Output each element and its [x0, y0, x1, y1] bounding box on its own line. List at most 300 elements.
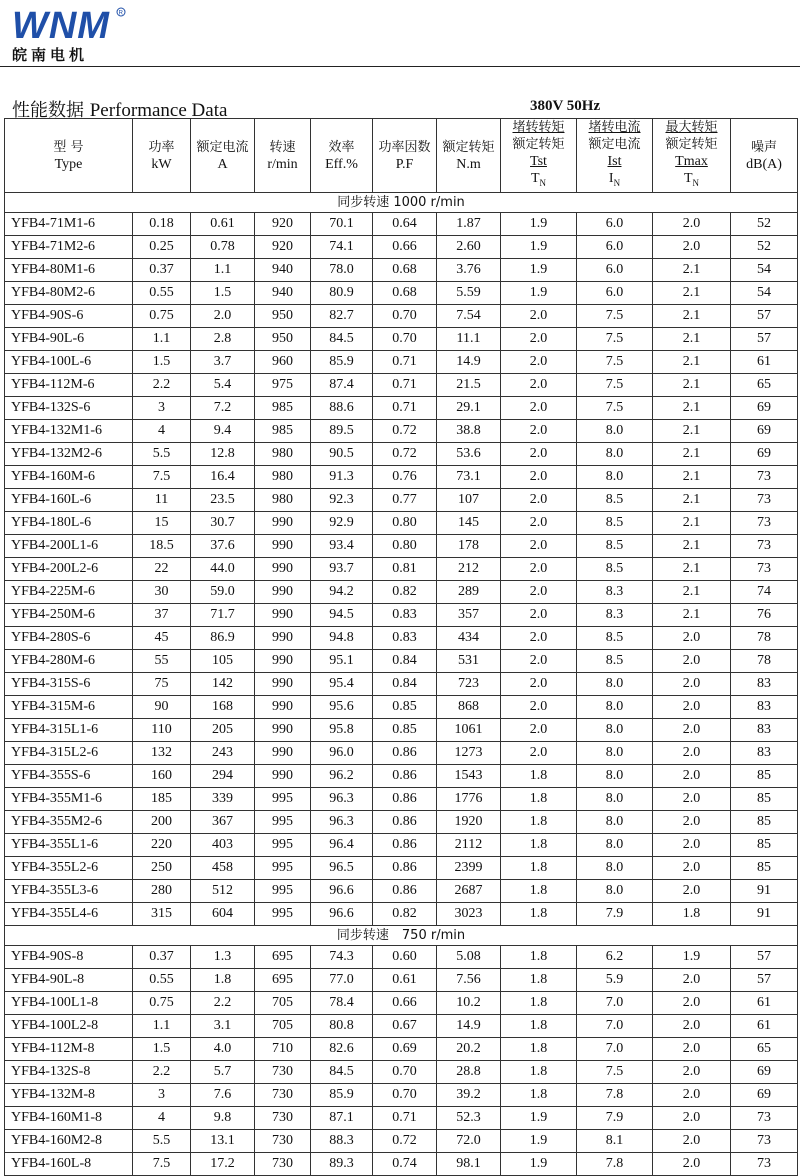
table-cell: 2.0 — [653, 1015, 731, 1038]
table-cell: 2.2 — [133, 1061, 191, 1084]
table-cell: 2.0 — [653, 696, 731, 719]
table-cell: 0.64 — [373, 213, 437, 236]
table-cell: 2.1 — [653, 397, 731, 420]
model-cell: YFB4-355S-6 — [5, 765, 133, 788]
model-cell: YFB4-160M1-8 — [5, 1107, 133, 1130]
table-cell: 61 — [731, 351, 798, 374]
table-cell: 1776 — [437, 788, 501, 811]
table-cell: 74 — [731, 581, 798, 604]
section-label: 同步转速 750 r/min — [5, 926, 798, 946]
table-cell: 980 — [255, 489, 311, 512]
table-cell: 710 — [255, 1038, 311, 1061]
table-cell: 8.0 — [577, 719, 653, 742]
table-cell: 5.5 — [133, 1130, 191, 1153]
table-cell: 2.1 — [653, 535, 731, 558]
table-cell: 77.0 — [311, 969, 373, 992]
table-cell: 512 — [191, 880, 255, 903]
table-cell: 1.1 — [133, 1015, 191, 1038]
table-cell: 15 — [133, 512, 191, 535]
table-cell: 990 — [255, 696, 311, 719]
table-cell: 985 — [255, 397, 311, 420]
table-cell: 14.9 — [437, 1015, 501, 1038]
table-row — [5, 420, 798, 443]
table-cell: 6.2 — [577, 946, 653, 969]
table-cell: 7.5 — [577, 1061, 653, 1084]
table-row — [5, 765, 798, 788]
table-cell: 1.1 — [133, 328, 191, 351]
table-cell: 88.6 — [311, 397, 373, 420]
table-cell: 0.70 — [373, 1084, 437, 1107]
table-cell: 2.1 — [653, 282, 731, 305]
table-cell: 6.0 — [577, 259, 653, 282]
table-cell: 0.66 — [373, 236, 437, 259]
table-row — [5, 259, 798, 282]
model-cell: YFB4-112M-6 — [5, 374, 133, 397]
table-cell: 5.59 — [437, 282, 501, 305]
table-cell: 85 — [731, 857, 798, 880]
table-cell: 2.0 — [191, 305, 255, 328]
table-cell: 2.0 — [653, 1084, 731, 1107]
table-cell: 2.0 — [653, 719, 731, 742]
table-cell: 94.8 — [311, 627, 373, 650]
table-cell: 7.5 — [577, 374, 653, 397]
table-cell: 52.3 — [437, 1107, 501, 1130]
table-cell: 1.9 — [501, 1107, 577, 1130]
header-type: 型 号 Type — [5, 119, 133, 193]
table-cell: 604 — [191, 903, 255, 926]
table-cell: 2.2 — [191, 992, 255, 1015]
table-cell: 2.0 — [653, 1107, 731, 1130]
table-cell: 73 — [731, 512, 798, 535]
table-cell: 0.76 — [373, 466, 437, 489]
table-cell: 95.4 — [311, 673, 373, 696]
table-cell: 289 — [437, 581, 501, 604]
table-cell: 2.0 — [653, 788, 731, 811]
table-cell: 73 — [731, 1153, 798, 1176]
table-cell: 920 — [255, 236, 311, 259]
table-row — [5, 328, 798, 351]
table-header — [5, 119, 798, 193]
table-cell: 1.9 — [501, 259, 577, 282]
page-title-cn: 性能数据 — [12, 100, 84, 121]
table-cell: 0.83 — [373, 604, 437, 627]
table-cell: 243 — [191, 742, 255, 765]
table-cell: 200 — [133, 811, 191, 834]
table-row — [5, 1084, 798, 1107]
table-cell: 96.6 — [311, 880, 373, 903]
table-cell: 72.0 — [437, 1130, 501, 1153]
table-cell: 8.0 — [577, 788, 653, 811]
table-cell: 0.86 — [373, 742, 437, 765]
table-row — [5, 992, 798, 1015]
table-cell: 37 — [133, 604, 191, 627]
table-cell: 2.0 — [653, 1038, 731, 1061]
table-cell: 69 — [731, 1084, 798, 1107]
table-cell: 7.2 — [191, 397, 255, 420]
model-cell: YFB4-280M-6 — [5, 650, 133, 673]
table-cell: 5.5 — [133, 443, 191, 466]
table-cell: 37.6 — [191, 535, 255, 558]
model-cell: YFB4-355L1-6 — [5, 834, 133, 857]
table-cell: 2.0 — [653, 1130, 731, 1153]
table-row — [5, 558, 798, 581]
table-cell: 2.1 — [653, 443, 731, 466]
table-cell: 85 — [731, 811, 798, 834]
table-cell: 22 — [133, 558, 191, 581]
table-cell: 3023 — [437, 903, 501, 926]
table-cell: 1.8 — [501, 1084, 577, 1107]
table-cell: 1.9 — [501, 282, 577, 305]
table-cell: 0.86 — [373, 880, 437, 903]
model-cell: YFB4-100L1-8 — [5, 992, 133, 1015]
table-cell: 84.5 — [311, 328, 373, 351]
table-cell: 0.67 — [373, 1015, 437, 1038]
table-cell: 6.0 — [577, 236, 653, 259]
table-cell: 367 — [191, 811, 255, 834]
table-cell: 0.18 — [133, 213, 191, 236]
table-cell: 0.37 — [133, 946, 191, 969]
table-cell: 85 — [731, 834, 798, 857]
table-cell: 8.0 — [577, 420, 653, 443]
table-cell: 730 — [255, 1153, 311, 1176]
table-row — [5, 512, 798, 535]
table-row — [5, 742, 798, 765]
table-cell: 54 — [731, 282, 798, 305]
table-cell: 205 — [191, 719, 255, 742]
header-divider — [0, 66, 800, 67]
table-cell: 980 — [255, 466, 311, 489]
table-cell: 9.4 — [191, 420, 255, 443]
table-cell: 142 — [191, 673, 255, 696]
table-cell: 2.0 — [501, 650, 577, 673]
model-cell: YFB4-355L2-6 — [5, 857, 133, 880]
header-torque: 额定转矩 N.m — [437, 119, 501, 193]
table-cell: 96.5 — [311, 857, 373, 880]
table-cell: 531 — [437, 650, 501, 673]
table-cell: 2.0 — [501, 696, 577, 719]
model-cell: YFB4-80M2-6 — [5, 282, 133, 305]
table-cell: 45 — [133, 627, 191, 650]
table-cell: 7.5 — [577, 305, 653, 328]
table-cell: 14.9 — [437, 351, 501, 374]
table-cell: 0.85 — [373, 696, 437, 719]
table-cell: 90 — [133, 696, 191, 719]
table-cell: 2.0 — [653, 213, 731, 236]
table-cell: 2.0 — [653, 834, 731, 857]
table-cell: 2.0 — [501, 397, 577, 420]
table-cell: 1.1 — [191, 259, 255, 282]
table-cell: 7.6 — [191, 1084, 255, 1107]
table-cell: 8.0 — [577, 466, 653, 489]
table-cell: 145 — [437, 512, 501, 535]
model-cell: YFB4-90S-8 — [5, 946, 133, 969]
model-cell: YFB4-71M1-6 — [5, 213, 133, 236]
table-cell: 69 — [731, 443, 798, 466]
table-cell: 65 — [731, 374, 798, 397]
table-cell: 74.3 — [311, 946, 373, 969]
table-cell: 3.76 — [437, 259, 501, 282]
table-cell: 11.1 — [437, 328, 501, 351]
table-cell: 3 — [133, 1084, 191, 1107]
table-cell: 730 — [255, 1084, 311, 1107]
model-cell: YFB4-100L-6 — [5, 351, 133, 374]
table-cell: 83 — [731, 696, 798, 719]
table-cell: 7.5 — [577, 397, 653, 420]
table-cell: 0.84 — [373, 650, 437, 673]
table-cell: 61 — [731, 1015, 798, 1038]
table-cell: 2.0 — [501, 351, 577, 374]
table-cell: 83 — [731, 673, 798, 696]
table-row — [5, 282, 798, 305]
table-cell: 868 — [437, 696, 501, 719]
model-cell: YFB4-160M2-8 — [5, 1130, 133, 1153]
table-cell: 73 — [731, 558, 798, 581]
table-cell: 57 — [731, 969, 798, 992]
table-cell: 6.0 — [577, 213, 653, 236]
header-max-torque-ratio: 最大转矩 额定转矩 Tmax $T_N$ — [653, 119, 731, 193]
header-row — [5, 119, 798, 193]
table-cell: 2.0 — [501, 420, 577, 443]
table-row — [5, 397, 798, 420]
table-cell: 990 — [255, 742, 311, 765]
model-cell: YFB4-355M1-6 — [5, 788, 133, 811]
model-cell: YFB4-132S-6 — [5, 397, 133, 420]
table-cell: 83 — [731, 742, 798, 765]
table-cell: 990 — [255, 558, 311, 581]
table-cell: 0.86 — [373, 834, 437, 857]
table-cell: 92.9 — [311, 512, 373, 535]
model-cell: YFB4-200L2-6 — [5, 558, 133, 581]
table-cell: 2.1 — [653, 512, 731, 535]
table-cell: 5.4 — [191, 374, 255, 397]
table-cell: 9.8 — [191, 1107, 255, 1130]
table-cell: 54 — [731, 259, 798, 282]
table-cell: 89.3 — [311, 1153, 373, 1176]
table-cell: 723 — [437, 673, 501, 696]
table-cell: 96.3 — [311, 788, 373, 811]
table-cell: 705 — [255, 992, 311, 1015]
table-cell: 0.86 — [373, 811, 437, 834]
model-cell: YFB4-315M-6 — [5, 696, 133, 719]
table-cell: 29.1 — [437, 397, 501, 420]
table-cell: 2.0 — [501, 305, 577, 328]
table-cell: 4 — [133, 1107, 191, 1130]
table-cell: 2.0 — [653, 236, 731, 259]
table-cell: 95.8 — [311, 719, 373, 742]
table-cell: 83 — [731, 719, 798, 742]
table-cell: 93.4 — [311, 535, 373, 558]
table-cell: 0.71 — [373, 1107, 437, 1130]
table-cell: 0.77 — [373, 489, 437, 512]
table-cell: 96.3 — [311, 811, 373, 834]
header-noise: 噪声 dB(A) — [731, 119, 798, 193]
table-cell: 12.8 — [191, 443, 255, 466]
table-cell: 7.5 — [577, 328, 653, 351]
table-cell: 1.9 — [501, 1130, 577, 1153]
table-cell: 78 — [731, 650, 798, 673]
table-cell: 2.0 — [501, 466, 577, 489]
table-cell: 7.8 — [577, 1084, 653, 1107]
table-cell: 458 — [191, 857, 255, 880]
table-row — [5, 696, 798, 719]
table-cell: 0.68 — [373, 282, 437, 305]
table-cell: 2.0 — [653, 857, 731, 880]
table-cell: 995 — [255, 788, 311, 811]
model-cell: YFB4-160M-6 — [5, 466, 133, 489]
table-cell: 57 — [731, 328, 798, 351]
table-cell: 1.3 — [191, 946, 255, 969]
table-cell: 38.8 — [437, 420, 501, 443]
model-cell: YFB4-90L-6 — [5, 328, 133, 351]
table-cell: 2.1 — [653, 558, 731, 581]
table-cell: 91.3 — [311, 466, 373, 489]
table-cell: 3.7 — [191, 351, 255, 374]
table-cell: 1.8 — [501, 1038, 577, 1061]
table-cell: 7.0 — [577, 1038, 653, 1061]
table-cell: 2.0 — [501, 742, 577, 765]
table-cell: 0.81 — [373, 558, 437, 581]
table-cell: 0.70 — [373, 328, 437, 351]
table-cell: 990 — [255, 650, 311, 673]
table-cell: 87.4 — [311, 374, 373, 397]
table-row — [5, 1130, 798, 1153]
table-cell: 0.80 — [373, 535, 437, 558]
table-cell: 94.5 — [311, 604, 373, 627]
table-cell: 78.0 — [311, 259, 373, 282]
table-row — [5, 719, 798, 742]
table-cell: 8.0 — [577, 834, 653, 857]
table-cell: 0.60 — [373, 946, 437, 969]
table-cell: 2.0 — [653, 969, 731, 992]
table-body — [5, 193, 798, 1176]
table-cell: 8.0 — [577, 742, 653, 765]
table-cell: 2.1 — [653, 351, 731, 374]
table-cell: 1.8 — [501, 992, 577, 1015]
table-cell: 960 — [255, 351, 311, 374]
table-cell: 2112 — [437, 834, 501, 857]
header-locked-torque-ratio: 堵转转矩 额定转矩 Tst $T_N$ — [501, 119, 577, 193]
model-cell: YFB4-355L4-6 — [5, 903, 133, 926]
table-cell: 5.9 — [577, 969, 653, 992]
table-cell: 3.1 — [191, 1015, 255, 1038]
table-cell: 80.9 — [311, 282, 373, 305]
table-cell: 2.0 — [501, 512, 577, 535]
table-row — [5, 213, 798, 236]
table-cell: 1.87 — [437, 213, 501, 236]
table-cell: 7.0 — [577, 1015, 653, 1038]
table-cell: 7.56 — [437, 969, 501, 992]
table-row — [5, 466, 798, 489]
model-cell: YFB4-132S-8 — [5, 1061, 133, 1084]
table-cell: 2.0 — [501, 443, 577, 466]
table-cell: 1.8 — [501, 880, 577, 903]
table-cell: 0.83 — [373, 627, 437, 650]
table-cell: 0.69 — [373, 1038, 437, 1061]
table-cell: 0.61 — [191, 213, 255, 236]
table-cell: 5.08 — [437, 946, 501, 969]
table-cell: 1.8 — [501, 1015, 577, 1038]
table-cell: 1273 — [437, 742, 501, 765]
table-cell: 2399 — [437, 857, 501, 880]
table-row — [5, 857, 798, 880]
table-row — [5, 903, 798, 926]
table-cell: 990 — [255, 535, 311, 558]
table-cell: 995 — [255, 834, 311, 857]
table-cell: 2.1 — [653, 604, 731, 627]
table-row — [5, 581, 798, 604]
table-cell: 0.55 — [133, 969, 191, 992]
table-cell: 1543 — [437, 765, 501, 788]
table-cell: 7.9 — [577, 1107, 653, 1130]
table-cell: 5.7 — [191, 1061, 255, 1084]
table-cell: 2.0 — [501, 604, 577, 627]
table-cell: 1.8 — [501, 946, 577, 969]
table-cell: 98.1 — [437, 1153, 501, 1176]
table-row — [5, 489, 798, 512]
table-cell: 85 — [731, 788, 798, 811]
table-cell: 8.0 — [577, 696, 653, 719]
table-cell: 212 — [437, 558, 501, 581]
table-cell: 82.7 — [311, 305, 373, 328]
table-cell: 0.86 — [373, 788, 437, 811]
table-cell: 57 — [731, 946, 798, 969]
table-row — [5, 880, 798, 903]
table-row — [5, 811, 798, 834]
table-cell: 403 — [191, 834, 255, 857]
table-cell: 80.8 — [311, 1015, 373, 1038]
table-cell: 82.6 — [311, 1038, 373, 1061]
table-cell: 920 — [255, 213, 311, 236]
table-cell: 2.0 — [501, 535, 577, 558]
logo-text: WNM — [12, 5, 110, 44]
table-cell: 0.74 — [373, 1153, 437, 1176]
table-cell: 0.82 — [373, 581, 437, 604]
table-cell: 28.8 — [437, 1061, 501, 1084]
table-cell: 23.5 — [191, 489, 255, 512]
table-cell: 730 — [255, 1130, 311, 1153]
title-row — [0, 96, 800, 121]
table-cell: 2.0 — [501, 627, 577, 650]
table-cell: 0.71 — [373, 351, 437, 374]
table-cell: 71.7 — [191, 604, 255, 627]
table-cell: 2.1 — [653, 489, 731, 512]
table-cell: 53.6 — [437, 443, 501, 466]
table-cell: 2.0 — [653, 811, 731, 834]
table-cell: 86.9 — [191, 627, 255, 650]
table-cell: 90.5 — [311, 443, 373, 466]
table-cell: 61 — [731, 992, 798, 1015]
model-cell: YFB4-315S-6 — [5, 673, 133, 696]
header-power: 功率 kW — [133, 119, 191, 193]
table-cell: 91 — [731, 903, 798, 926]
table-cell: 30 — [133, 581, 191, 604]
table-row — [5, 305, 798, 328]
table-cell: 0.25 — [133, 236, 191, 259]
table-cell: 8.5 — [577, 558, 653, 581]
table-cell: 1.8 — [501, 811, 577, 834]
table-cell: 160 — [133, 765, 191, 788]
table-cell: 132 — [133, 742, 191, 765]
model-cell: YFB4-315L2-6 — [5, 742, 133, 765]
table-cell: 0.75 — [133, 305, 191, 328]
table-cell: 1.8 — [501, 969, 577, 992]
table-cell: 0.71 — [373, 397, 437, 420]
model-cell: YFB4-200L1-6 — [5, 535, 133, 558]
table-cell: 995 — [255, 811, 311, 834]
table-cell: 65 — [731, 1038, 798, 1061]
table-row — [5, 650, 798, 673]
table-cell: 995 — [255, 880, 311, 903]
